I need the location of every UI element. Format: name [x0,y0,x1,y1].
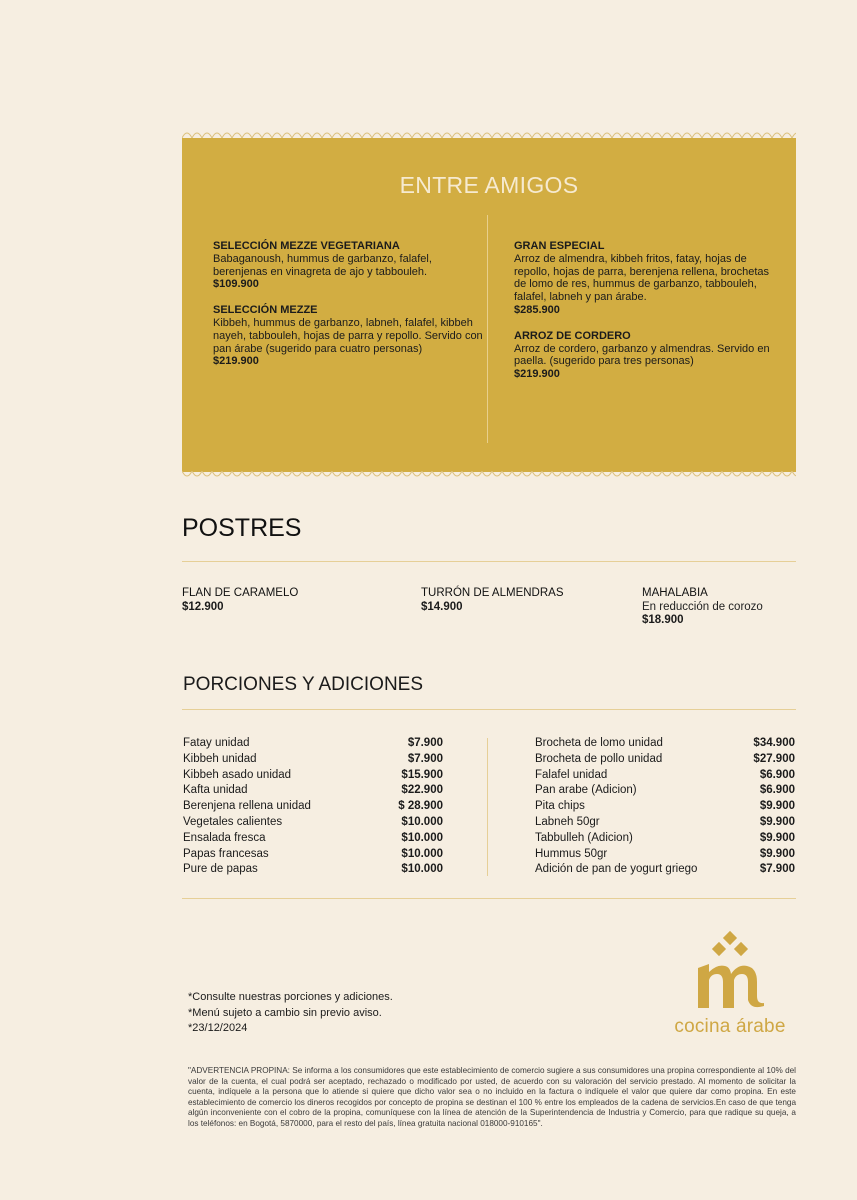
dish-item [213,304,483,368]
item-price: $6.900 [759,768,795,781]
item-price: $9.900 [759,831,795,844]
postre-name: TURRÓN DE ALMENDRAS [421,587,564,599]
dish-description: Kibbeh, hummus de garbanzo, labneh, falafel, kibbeh nayeh, tabbouleh, hojas de parra y repollo. Servido con pan árabe (sugerido para cuatro personas) [213,316,483,355]
dish-price: $109.900 [213,278,259,291]
dish-name: GRAN ESPECIAL [514,240,605,252]
item-name: Pan arabe (Adicion) [535,784,637,797]
item-price: $9.900 [759,800,795,813]
list-item [535,768,795,784]
item-price: $27.900 [753,752,795,765]
item-name: Tabbulleh (Adicion) [535,831,633,844]
list-item [183,862,443,878]
item-name: Kibbeh asado unidad [183,768,292,781]
postre-price: $12.900 [182,600,224,613]
item-price: $10.000 [401,863,443,876]
column-divider [487,215,488,443]
brand-logo [665,930,795,1040]
list-item [535,815,795,831]
amigos-right-column [514,240,784,394]
list-item [535,831,795,847]
dish-price: $219.900 [514,368,560,381]
entre-amigos-section [182,128,796,481]
dish-price: $285.900 [514,303,560,316]
postre-item [421,587,564,614]
dish-item [514,330,784,381]
item-price: $7.900 [407,752,443,765]
item-name: Brocheta de pollo unidad [535,752,663,765]
postre-name: FLAN DE CARAMELO [182,587,299,599]
dish-item [514,240,784,317]
item-price: $ 28.900 [398,800,443,813]
porciones-divider [182,709,796,710]
item-price: $9.900 [759,847,795,860]
dish-name: SELECCIÓN MEZZE [213,304,318,317]
diamond-cluster-icon [665,930,795,1016]
item-price: $6.900 [759,784,795,797]
list-item [183,736,443,752]
item-name: Pita chips [535,800,585,813]
item-price: $10.000 [401,815,443,828]
note-line: *Consulte nuestras porciones y adiciones. [188,991,393,1003]
item-name: Kibbeh unidad [183,752,257,765]
item-name: Vegetales calientes [183,815,283,828]
item-name: Labneh 50gr [535,815,600,828]
list-item [535,847,795,863]
item-price: $15.900 [401,768,443,781]
list-item [183,847,443,863]
menu-notes [188,990,393,1037]
item-name: Hummus 50gr [535,847,608,860]
item-name: Fatay unidad [183,737,250,749]
dish-description: Arroz de cordero, garbanzo y almendras. Servido en paella. (sugerido para tres personas) [514,342,770,368]
list-item [535,783,795,799]
postre-item [642,587,763,628]
dish-price: $219.900 [213,355,259,368]
tip-disclaimer: "ADVERTENCIA PROPINA: Se informa a los consumidores que este establecimiento de comercio sugiere a sus consumidores una propina correspondiente al 10% del valor de la cuenta, el cual podrá ser aceptado, rechazado o modificado por usted, de acuerdo con su valoración del servicio prestado. Al momento de solicitar la cuenta, indíquele a la persona que lo atiende si quiere que dicho valor sea o no incluido en la factura o indíquele el valor que quiere dar como propina. En este establecimiento de comercio los dineros recogidos por concepto de propina se destinan el 100 % entre los empleados de la cadena de servicios.En caso de que tenga algún inconveniente con el cobro de la propina, comuníquese con la línea de atención de la Superintendencia de Industria y Comercio, para que radique su queja, a los teléfonos: en Bogotá, 5870000, para el resto del país, línea gratuita nacional 018000-910165". [188,1066,796,1128]
postre-item [182,587,298,614]
postre-price: $14.900 [421,600,463,613]
item-price: $10.000 [401,831,443,844]
list-item [535,862,795,878]
item-name: Falafel unidad [535,768,608,781]
postres-divider [182,561,796,562]
dish-name: SELECCIÓN MEZZE VEGETARIANA [213,240,400,252]
porciones-title: PORCIONES Y ADICIONES [183,674,424,695]
item-name: Kafta unidad [183,784,248,797]
note-line: *23/12/2024 [188,1022,248,1034]
porciones-left-list [183,736,443,878]
porciones-right-list [535,736,795,878]
item-price: $34.900 [753,737,795,749]
dish-name: ARROZ DE CORDERO [514,329,631,342]
list-item [183,768,443,784]
list-item [183,799,443,815]
dish-description: Babaganoush, hummus de garbanzo, falafel, berenjenas en vinagreta de ajo y tabbouleh. [213,252,432,278]
item-price: $7.900 [407,737,443,749]
item-name: Ensalada fresca [183,831,266,844]
bottom-divider [182,898,796,899]
porciones-column-divider [487,738,488,876]
list-item [535,799,795,815]
item-price: $7.900 [759,863,795,876]
item-name: Papas francesas [183,847,269,860]
postres-title: POSTRES [182,514,302,542]
postre-name: MAHALABIA [642,587,708,599]
note-line: *Menú sujeto a cambio sin previo aviso. [188,1006,382,1019]
item-price: $10.000 [401,847,443,860]
item-name: Brocheta de lomo unidad [535,737,663,749]
list-item [183,752,443,768]
dish-item [213,240,483,291]
item-price: $9.900 [759,815,795,828]
item-name: Adición de pan de yogurt griego [535,863,698,876]
item-price: $22.900 [401,784,443,797]
item-name: Berenjena rellena unidad [183,800,311,813]
list-item [183,783,443,799]
list-item [183,815,443,831]
amigos-left-column [213,240,483,381]
logo-text: cocina árabe [674,1016,786,1037]
list-item [535,752,795,768]
list-item [535,736,795,752]
dish-description: Arroz de almendra, kibbeh fritos, fatay, hojas de repollo, hojas de parra, berenjena rellena, brochetas de lomo de res, hummus de garbanzo, tabbouleh, falafel, labneh y pan árabe. [514,252,769,304]
scallop-border-bottom [182,471,796,481]
scallop-border-top [182,128,796,138]
postre-description: En reducción de corozo [642,600,763,613]
section-title: ENTRE AMIGOS [399,172,579,198]
postre-price: $18.900 [642,614,684,626]
list-item [183,831,443,847]
item-name: Pure de papas [183,863,258,876]
entre-amigos-panel [182,138,796,471]
